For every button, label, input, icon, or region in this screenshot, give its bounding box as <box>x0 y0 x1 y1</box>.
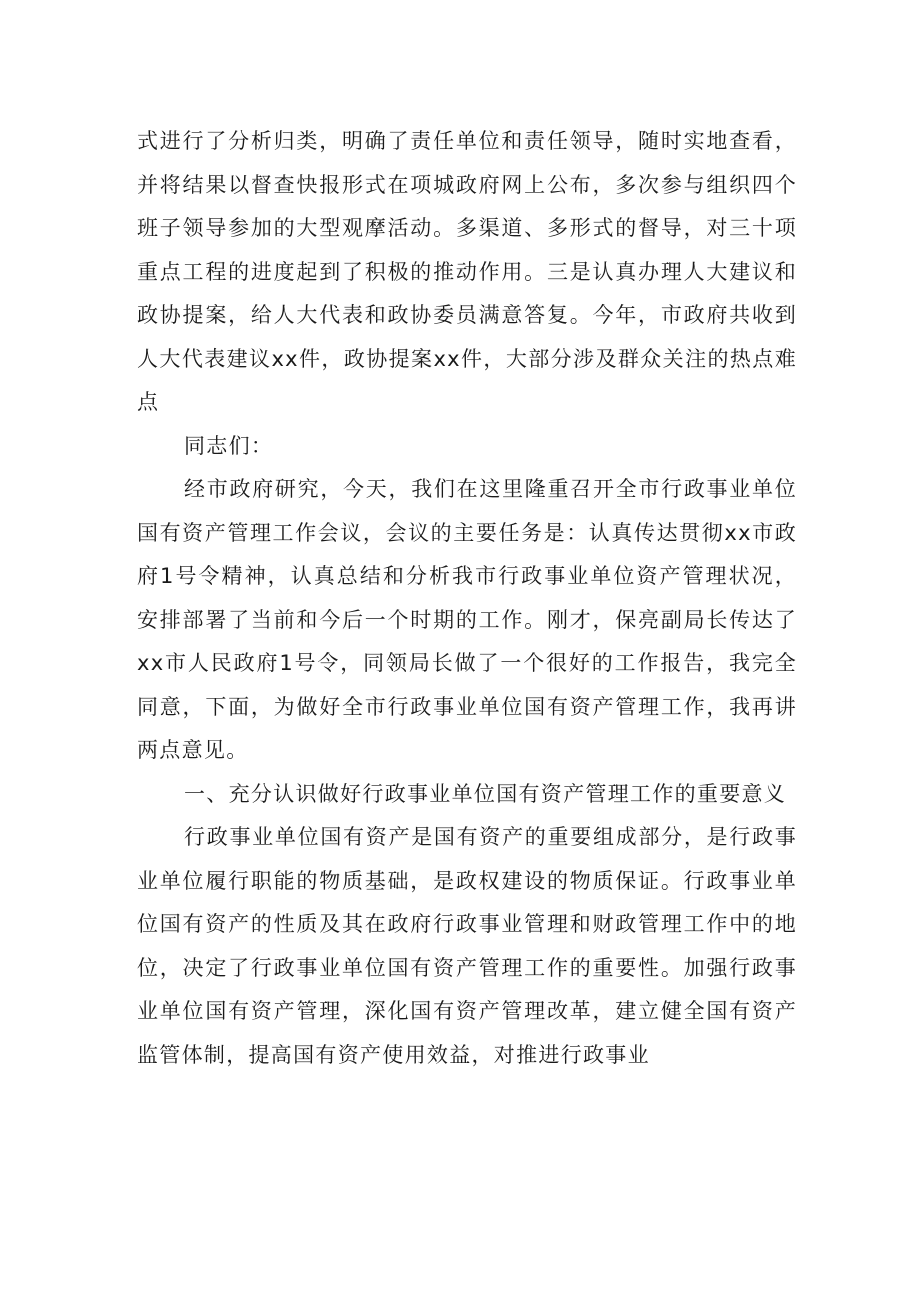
paragraph-salutation: 同志们： <box>184 433 274 458</box>
paragraph-continued-text: 式进行了分析归类，明确了责任单位和责任领导，随时实地查看，并将结果以督查快报形式在项城政府网上公布，多次参与组织四个班子领导参加的大型观摩活动。多渠道、多形式的督导，对三十项重点工程的进度起到了积极的推动作用。三是认真办理人大建议和政协提案，给人大代表和政协委员满意答复。今年，市政府共收到人大代表建议xx件，政协提案xx件，大部分涉及群众关注的热点难点 <box>137 129 797 414</box>
document-body <box>137 120 797 1077</box>
paragraph-meeting-intro: 经市政府研究，今天，我们在这里隆重召开全市行政事业单位国有资产管理工作会议，会议的主要任务是：认真传达贯彻xx市政府1号令精神，认真总结和分析我市行政事业单位资产管理状况，安排部署了当前和今后一个时期的工作。刚才，保亮副局长传达了xx市人民政府1号令，同领局长做了一个很好的工作报告，我完全同意，下面，为做好全市行政事业单位国有资产管理工作，我再讲两点意见。 <box>137 477 797 762</box>
section-heading-1: 一、充分认识做好行政事业单位国有资产管理工作的重要意义 <box>184 781 787 806</box>
paragraph-section-1-body: 行政事业单位国有资产是国有资产的重要组成部分，是行政事业单位履行职能的物质基础，是政权建设的物质保证。行政事业单位国有资产的性质及其在政府行政事业管理和财政管理工作中的地位，决定了行政事业单位国有资产管理工作的重要性。加强行政事业单位国有资产管理，深化国有资产管理改革，建立健全国有资产监管体制，提高国有资产使用效益，对推进行政事业 <box>137 825 797 1067</box>
